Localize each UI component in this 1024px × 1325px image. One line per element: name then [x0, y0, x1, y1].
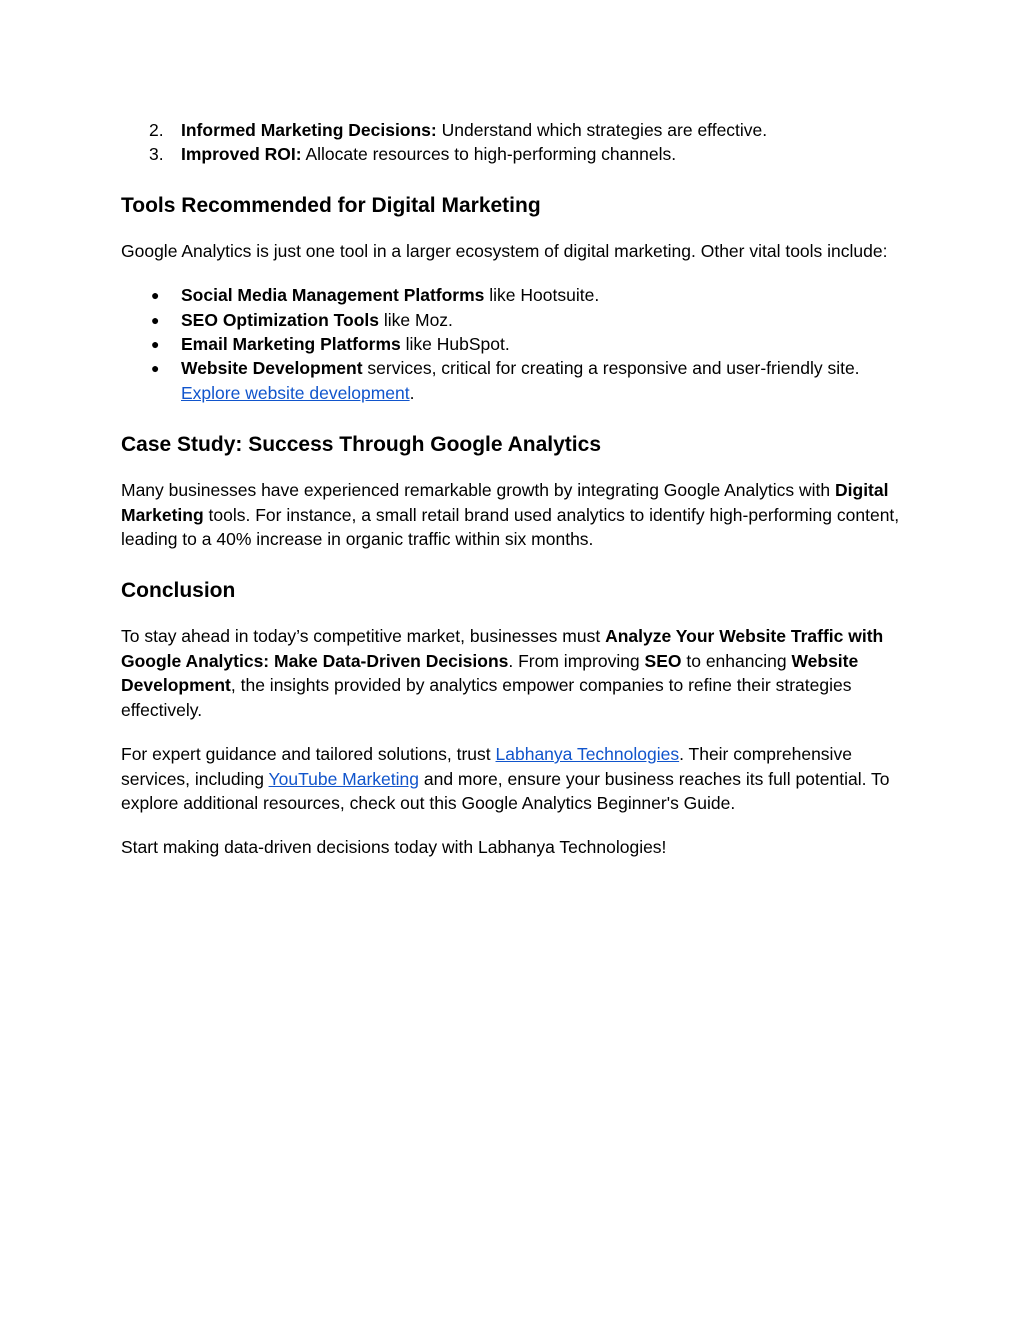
list-number: 3.	[149, 144, 164, 165]
case-study-heading: Case Study: Success Through Google Analytics	[121, 433, 601, 457]
paragraph-text: . Their comprehensive services, including	[121, 744, 852, 789]
list-item-text: .	[409, 382, 415, 403]
conclusion-paragraph-3: Start making data-driven decisions today with Labhanya Technologies!	[121, 837, 667, 858]
list-item-bold: SEO Optimization Tools	[181, 309, 380, 330]
list-item	[121, 283, 911, 307]
explore-website-development-link[interactable]: Explore website development	[181, 382, 410, 403]
bullet-icon: ●	[151, 287, 160, 304]
case-study-paragraph	[121, 478, 911, 551]
tools-bullet-list	[121, 283, 911, 405]
bullet-icon: ●	[151, 311, 160, 328]
list-number: 2.	[149, 120, 164, 140]
list-item-text: Understand which strategies are effective.	[436, 120, 768, 140]
conclusion-paragraph-1	[121, 624, 911, 722]
paragraph-text: To stay ahead in today’s competitive market, businesses must	[121, 626, 606, 647]
document-page	[121, 118, 911, 860]
paragraph-bold: Analyze Your Website Traffic with Google Analytics: Make Data-Driven Decisions	[121, 626, 884, 671]
paragraph-text: For expert guidance and tailored solutions, trust	[121, 744, 496, 765]
paragraph-bold: Digital Marketing	[121, 480, 889, 525]
paragraph-bold: SEO	[644, 650, 682, 671]
list-item-text: like HubSpot.	[400, 334, 510, 355]
paragraph-text: . From improving	[508, 650, 645, 671]
youtube-marketing-link[interactable]: YouTube Marketing	[268, 768, 419, 789]
paragraph-text: to enhancing	[681, 650, 792, 671]
bullet-icon: ●	[151, 360, 160, 377]
list-item-bold: Improved ROI:	[181, 144, 302, 165]
list-item-text: like Moz.	[379, 309, 453, 330]
paragraph-text: Many businesses have experienced remarkable growth by integrating Google Analytics with	[121, 480, 835, 501]
conclusion-heading: Conclusion	[121, 579, 236, 603]
paragraph-bold: Website Development	[121, 650, 859, 696]
paragraph-text: and more, ensure your business reaches its full potential. To explore additional resources, check out this Google Analytics Beginner's Guide.	[121, 768, 890, 813]
list-item	[121, 332, 911, 356]
list-item	[121, 118, 911, 142]
list-item	[121, 142, 911, 166]
bullet-icon: ●	[151, 336, 160, 353]
list-item-bold: Social Media Management Platforms	[181, 285, 485, 306]
numbered-list	[121, 118, 911, 167]
list-item-text: like Hootsuite.	[484, 285, 600, 306]
paragraph-text: , the insights provided by analytics empower companies to refine their strategies effectively.	[121, 675, 852, 720]
conclusion-paragraph-2	[121, 742, 911, 815]
tools-heading: Tools Recommended for Digital Marketing	[121, 193, 541, 217]
labhanya-technologies-link[interactable]: Labhanya Technologies	[495, 744, 680, 765]
tools-intro: Google Analytics is just one tool in a larger ecosystem of digital marketing. Other vital tools include:	[121, 240, 888, 261]
list-item-text: services, critical for creating a responsive and user-friendly site.	[362, 358, 860, 379]
list-item-text: Allocate resources to high-performing channels.	[301, 144, 677, 165]
list-item	[121, 308, 911, 332]
list-item	[121, 356, 911, 405]
list-item-bold: Email Marketing Platforms	[181, 334, 401, 355]
list-item-bold: Website Development	[181, 358, 363, 379]
list-item-bold: Informed Marketing Decisions:	[181, 120, 437, 140]
paragraph-text: tools. For instance, a small retail brand used analytics to identify high-performing content, leading to a 40% increase in organic traffic within six months.	[121, 504, 900, 550]
